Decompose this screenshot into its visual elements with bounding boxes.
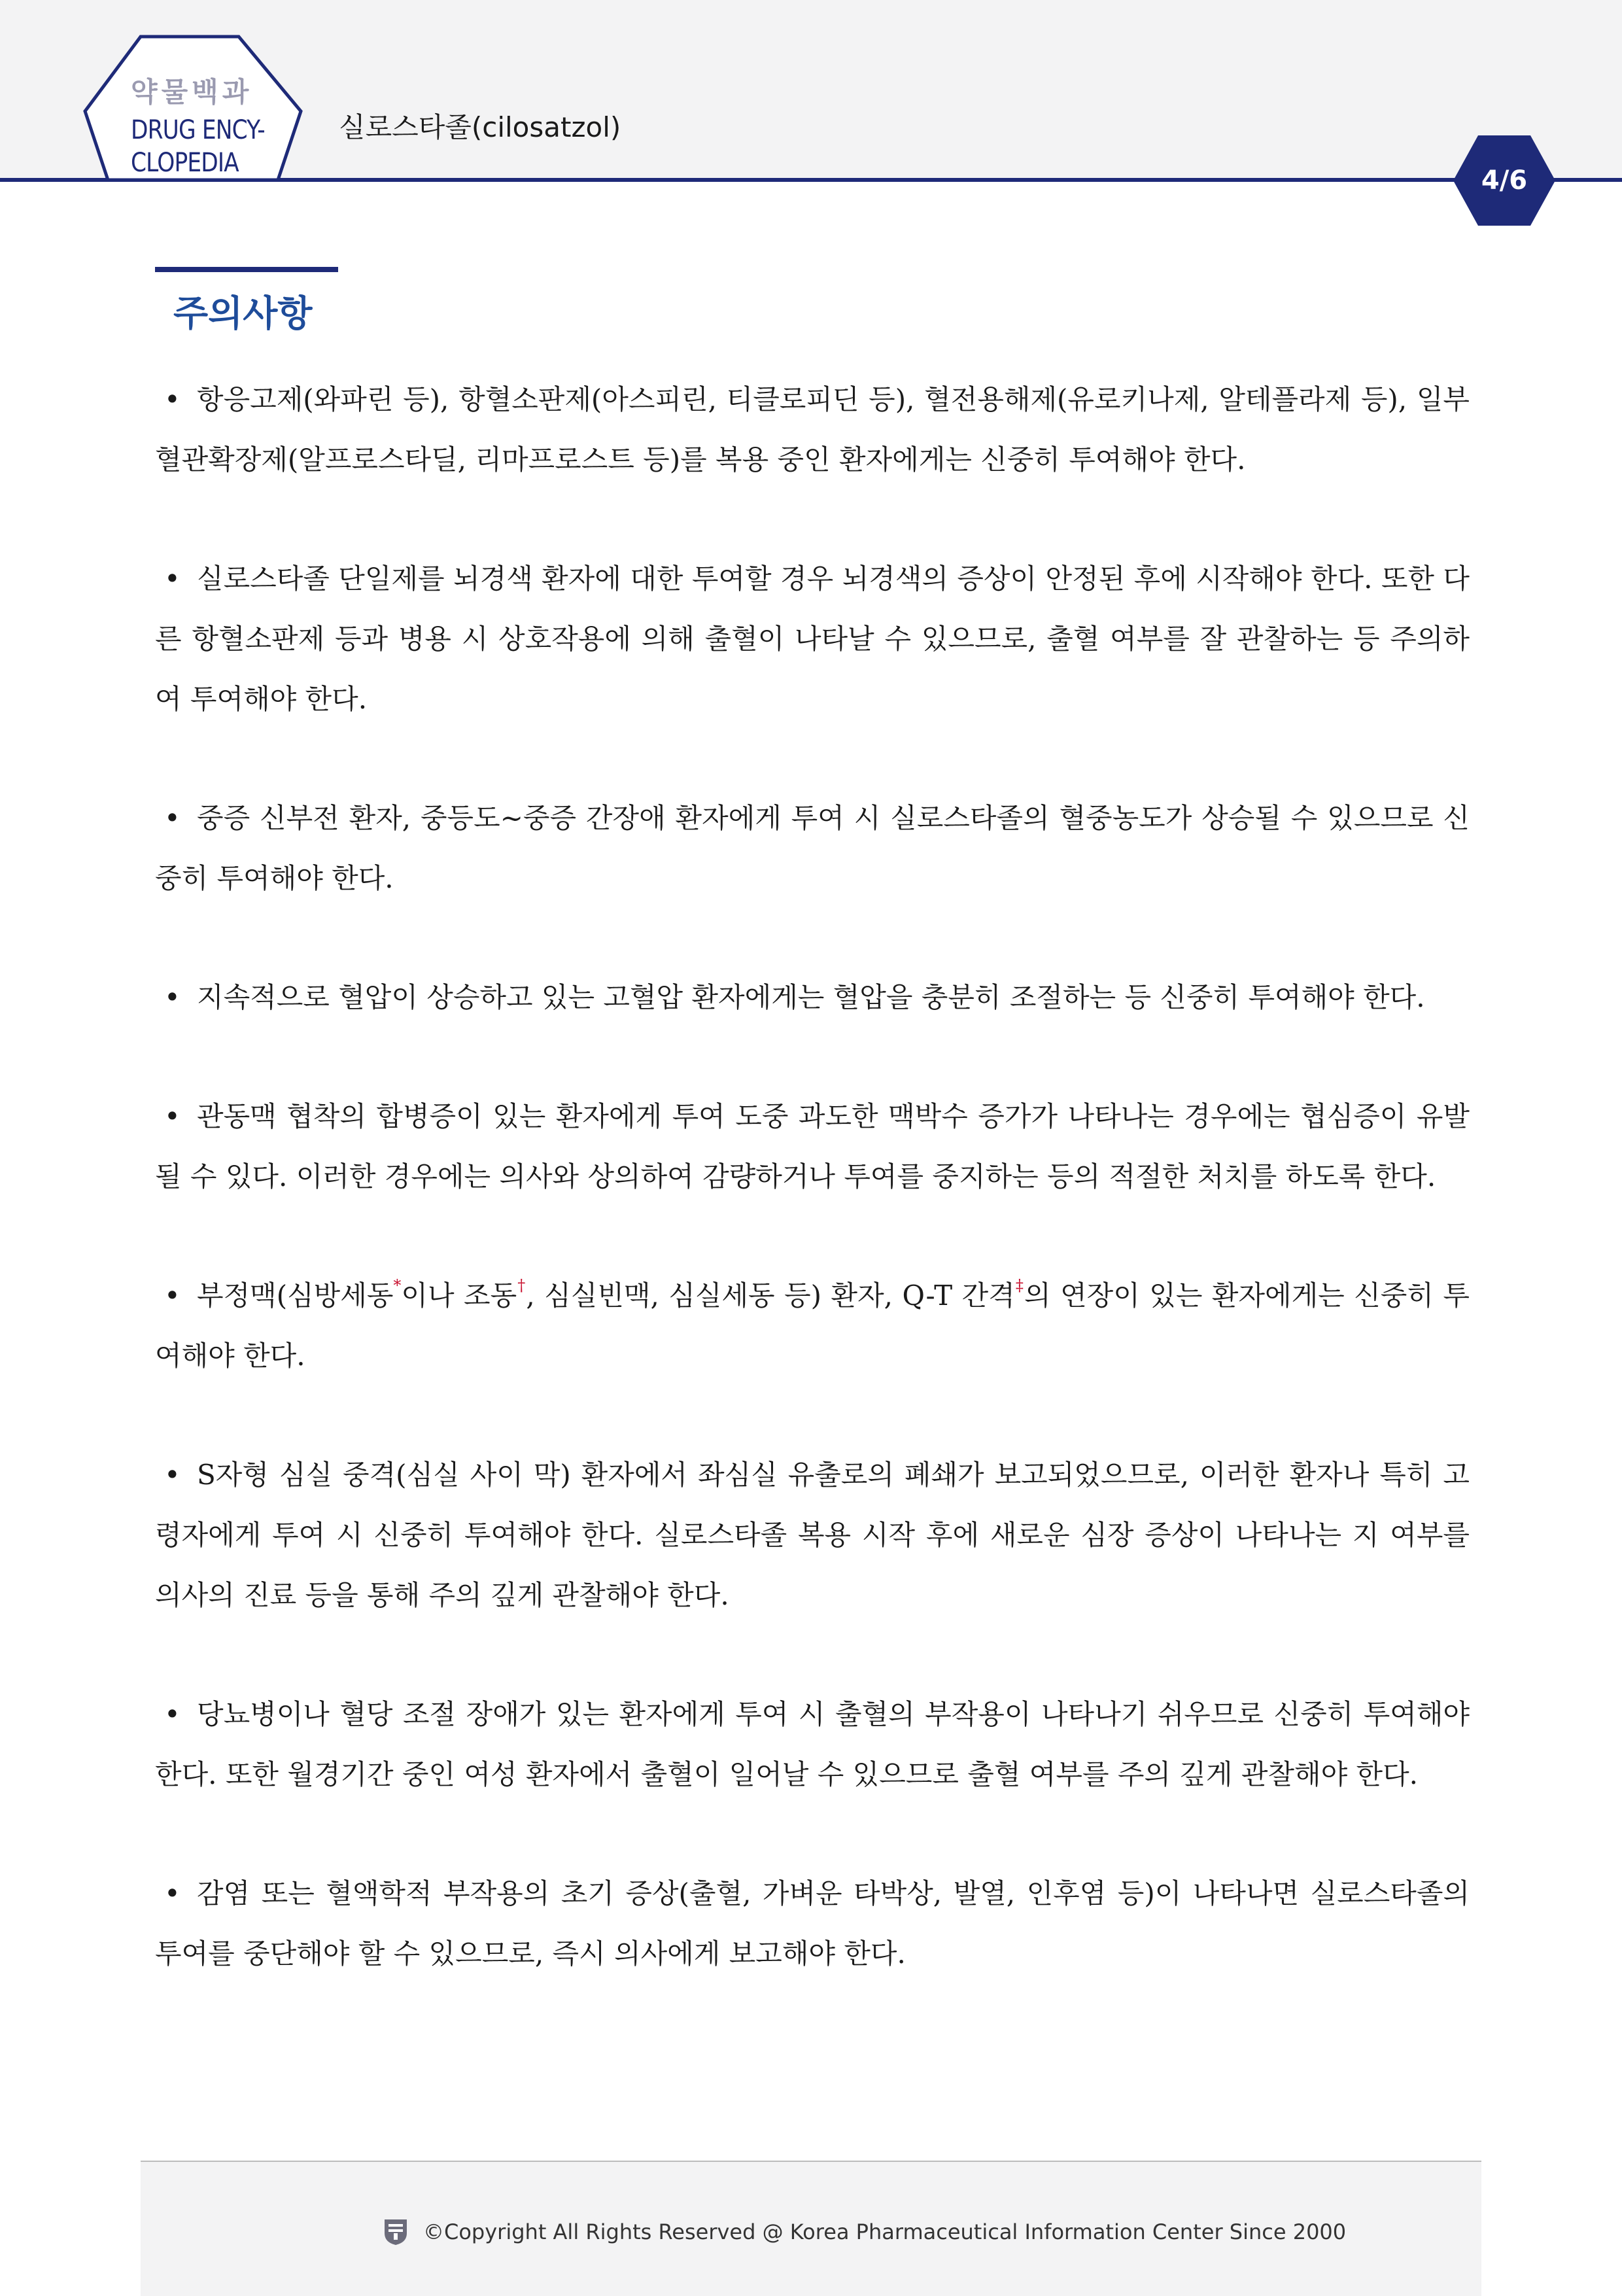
item-text: 감염 또는 혈액학적 부작용의 초기 증상(출혈, 가벼운 타박상, 발열, 인후염 등)이 나타나면 실로스타졸의 투여를 중단해야 할 수 있으므로, 즉시 의사에게 보고해야 한다.	[155, 1877, 1470, 1970]
bullet: •	[164, 1877, 181, 1909]
item-text: 관동맥 협착의 합병증이 있는 환자에게 투여 도중 과도한 맥박수 증가가 나타나는 경우에는 협심증이 유발될 수 있다. 이러한 경우에는 의사와 상의하여 감량하거나 투여를 중지하는 등의 적절한 처치를 하도록 한다.	[155, 1100, 1470, 1192]
list-item	[155, 370, 1470, 490]
footer	[141, 2161, 1481, 2296]
item-text-part: , 심실빈맥, 심실세동 등) 환자, Q-T 간격	[526, 1279, 1015, 1312]
bullet: •	[164, 563, 181, 595]
logo	[131, 71, 286, 179]
item-text-part: 부정맥(심방세동	[197, 1279, 394, 1312]
item-text: 당뇨병이나 혈당 조절 장애가 있는 환자에게 투여 시 출혈의 부작용이 나타나기 쉬우므로 신중히 투여해야 한다. 또한 월경기간 중인 여성 환자에서 출혈이 일어날 수 있으므로 출혈 여부를 주의 깊게 관찰해야 한다.	[155, 1698, 1470, 1790]
bullet: •	[164, 802, 181, 834]
footnote-mark: ‡	[1014, 1276, 1025, 1295]
document-title: 실로스타졸(cilosatzol)	[339, 111, 621, 143]
list-item	[155, 1445, 1470, 1626]
logo-english-line1: DRUG ENCY-	[131, 115, 265, 145]
list-item	[155, 788, 1470, 909]
list-item	[155, 1684, 1470, 1805]
section-title: 주의사항	[173, 292, 313, 334]
bullet: •	[164, 383, 181, 415]
list-item	[155, 549, 1470, 729]
item-text: 중증 신부전 환자, 중등도~중증 간장애 환자에게 투여 시 실로스타졸의 혈중농도가 상승될 수 있으므로 신중히 투여해야 한다.	[155, 802, 1470, 894]
logo-english-line2: CLOPEDIA	[131, 148, 239, 178]
footnote-mark: *	[393, 1276, 402, 1295]
bullet: •	[164, 1698, 181, 1730]
item-text: S자형 심실 중격(심실 사이 막) 환자에서 좌심실 유출로의 폐쇄가 보고되었으므로, 이러한 환자나 특히 고령자에게 투여 시 신중히 투여해야 한다. 실로스타졸 복용 시작 후에 새로운 심장 증상이 나타나는 지 여부를 의사의 진료 등을 통해 주의 깊게 관찰해야 한다.	[155, 1459, 1470, 1611]
bullet: •	[164, 981, 181, 1013]
page-indicator: 4/6	[1481, 165, 1528, 196]
item-text-part: 의 연장이 있는 환자에게는 신중히 투여해야 한다.	[155, 1279, 1470, 1372]
section-rule	[155, 267, 338, 272]
bullet: •	[164, 1100, 181, 1132]
item-text: 실로스타졸 단일제를 뇌경색 환자에 대한 투여할 경우 뇌경색의 증상이 안정된 후에 시작해야 한다. 또한 다른 항혈소판제 등과 병용 시 상호작용에 의해 출혈이 나타날 수 있으므로, 출혈 여부를 잘 관찰하는 등 주의하여 투여해야 한다.	[155, 563, 1470, 715]
bullet: •	[164, 1459, 181, 1491]
item-text: 항응고제(와파린 등), 항혈소판제(아스피린, 티클로피딘 등), 혈전용해제(유로키나제, 알테플라제 등), 일부 혈관확장제(알프로스타딜, 리마프로스트 등)를 복용 중인 환자에게는 신중히 투여해야 한다.	[155, 383, 1470, 476]
copyright-text: ©Copyright All Rights Reserved @ Korea Pharmaceutical Information Center Since 2000	[423, 2219, 1347, 2244]
logo-korean: 약물백과	[131, 76, 253, 108]
list-item	[155, 1087, 1470, 1207]
shield-logo-icon	[383, 2218, 409, 2246]
precautions-list	[155, 370, 1470, 2043]
list-item	[155, 1266, 1470, 1386]
footer-content	[383, 2218, 1346, 2246]
bullet: •	[164, 1279, 181, 1312]
list-item	[155, 1864, 1470, 1984]
list-item	[155, 967, 1470, 1028]
item-text: 지속적으로 혈압이 상승하고 있는 고혈압 환자에게는 혈압을 충분히 조절하는 등 신중히 투여해야 한다.	[197, 981, 1425, 1013]
item-text-part: 이나 조동	[401, 1279, 517, 1312]
footnote-mark: †	[517, 1276, 526, 1295]
